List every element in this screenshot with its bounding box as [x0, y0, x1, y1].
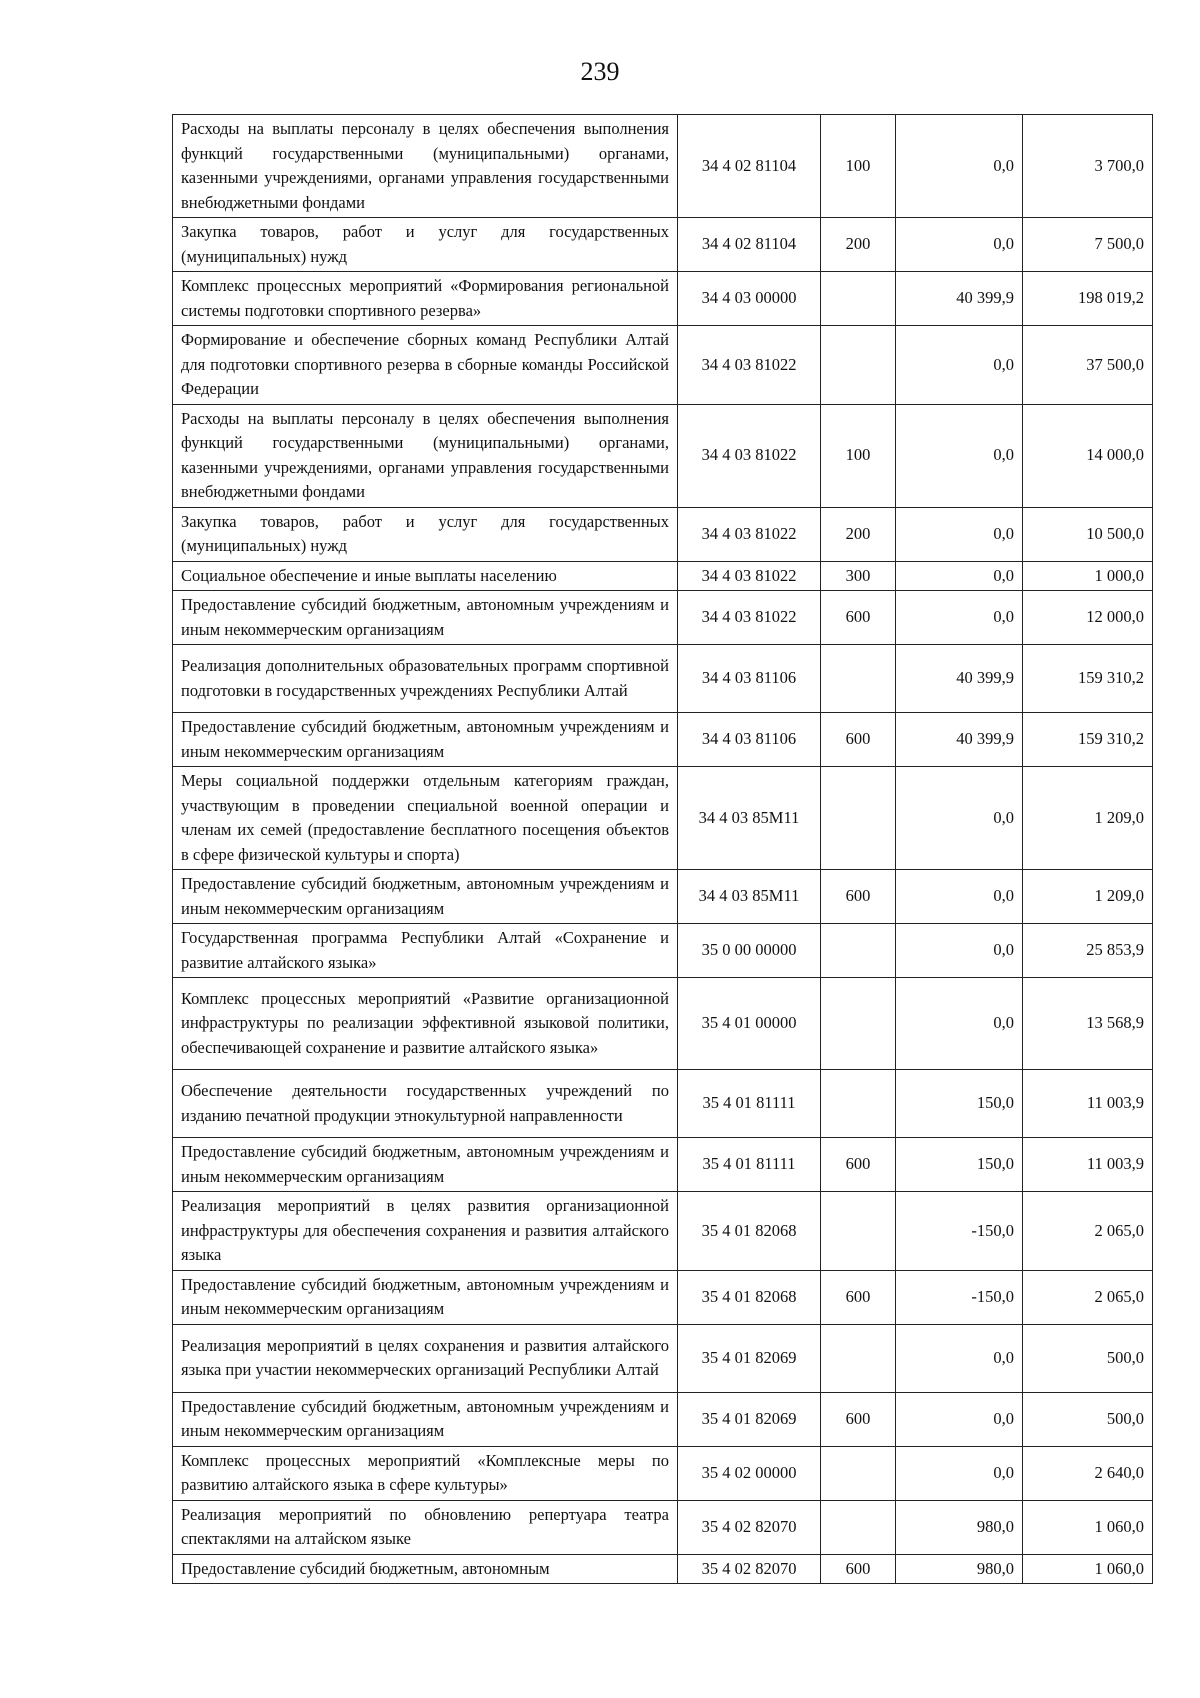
- row-value2-cell: 159 310,2: [1023, 713, 1153, 767]
- row-name-cell: Расходы на выплаты персоналу в целях обеспечения выполнения функций государственными (муниципальными) органами, казенными учреждениями, органами управления государственными внебюджетными фондами: [173, 404, 678, 507]
- row-value2-cell: 3 700,0: [1023, 115, 1153, 218]
- row-type-cell: [821, 645, 896, 713]
- row-value2-cell: 13 568,9: [1023, 978, 1153, 1070]
- row-value2-cell: 159 310,2: [1023, 645, 1153, 713]
- row-name-cell: Предоставление субсидий бюджетным, автономным учреждениям и иным некоммерческим организациям: [173, 713, 678, 767]
- table-row: [173, 870, 1153, 924]
- row-type-cell: 600: [821, 1554, 896, 1584]
- row-name-cell: Закупка товаров, работ и услуг для государственных (муниципальных) нужд: [173, 218, 678, 272]
- row-value1-cell: 150,0: [896, 1138, 1023, 1192]
- row-value1-cell: 0,0: [896, 924, 1023, 978]
- row-type-cell: [821, 326, 896, 405]
- row-value1-cell: 0,0: [896, 767, 1023, 870]
- row-type-cell: 600: [821, 591, 896, 645]
- row-type-cell: [821, 1192, 896, 1271]
- row-type-cell: [821, 1070, 896, 1138]
- row-value2-cell: 2 065,0: [1023, 1270, 1153, 1324]
- row-value1-cell: 40 399,9: [896, 272, 1023, 326]
- row-value1-cell: 980,0: [896, 1554, 1023, 1584]
- row-value1-cell: 0,0: [896, 115, 1023, 218]
- row-type-cell: 200: [821, 218, 896, 272]
- row-code-cell: 34 4 03 81022: [678, 507, 821, 561]
- row-name-cell: Предоставление субсидий бюджетным, автономным учреждениям и иным некоммерческим организациям: [173, 591, 678, 645]
- row-name-cell: Предоставление субсидий бюджетным, автономным учреждениям и иным некоммерческим организациям: [173, 1138, 678, 1192]
- row-value2-cell: 7 500,0: [1023, 218, 1153, 272]
- row-code-cell: 35 4 01 81111: [678, 1138, 821, 1192]
- row-code-cell: 35 4 01 82068: [678, 1270, 821, 1324]
- row-code-cell: 34 4 03 81022: [678, 404, 821, 507]
- row-code-cell: 34 4 03 81022: [678, 591, 821, 645]
- table-row: [173, 1500, 1153, 1554]
- row-value2-cell: 10 500,0: [1023, 507, 1153, 561]
- row-value1-cell: 0,0: [896, 1324, 1023, 1392]
- row-name-cell: Реализация мероприятий по обновлению репертуара театра спектаклями на алтайском языке: [173, 1500, 678, 1554]
- row-code-cell: 35 4 01 82069: [678, 1324, 821, 1392]
- row-value1-cell: 0,0: [896, 326, 1023, 405]
- row-code-cell: 35 4 01 00000: [678, 978, 821, 1070]
- row-name-cell: Социальное обеспечение и иные выплаты населению: [173, 561, 678, 591]
- row-value2-cell: 25 853,9: [1023, 924, 1153, 978]
- row-name-cell: Государственная программа Республики Алтай «Сохранение и развитие алтайского языка»: [173, 924, 678, 978]
- row-value1-cell: -150,0: [896, 1270, 1023, 1324]
- row-name-cell: Расходы на выплаты персоналу в целях обеспечения выполнения функций государственными (муниципальными) органами, казенными учреждениями, органами управления государственными внебюджетными фондами: [173, 115, 678, 218]
- row-name-cell: Закупка товаров, работ и услуг для государственных (муниципальных) нужд: [173, 507, 678, 561]
- row-name-cell: Реализация мероприятий в целях сохранения и развития алтайского языка при участии некоммерческих организаций Республики Алтай: [173, 1324, 678, 1392]
- row-code-cell: 34 4 03 81022: [678, 326, 821, 405]
- row-value2-cell: 1 209,0: [1023, 870, 1153, 924]
- row-type-cell: 600: [821, 1270, 896, 1324]
- row-value1-cell: 40 399,9: [896, 713, 1023, 767]
- row-value2-cell: 1 209,0: [1023, 767, 1153, 870]
- row-value1-cell: 0,0: [896, 561, 1023, 591]
- table-row: [173, 713, 1153, 767]
- row-name-cell: Предоставление субсидий бюджетным, автономным учреждениям и иным некоммерческим организациям: [173, 870, 678, 924]
- row-value1-cell: 0,0: [896, 591, 1023, 645]
- row-value2-cell: 12 000,0: [1023, 591, 1153, 645]
- row-value1-cell: 0,0: [896, 507, 1023, 561]
- table-row: [173, 115, 1153, 218]
- row-value2-cell: 11 003,9: [1023, 1070, 1153, 1138]
- table-row: [173, 272, 1153, 326]
- row-code-cell: 34 4 03 81106: [678, 713, 821, 767]
- row-code-cell: 34 4 02 81104: [678, 218, 821, 272]
- row-value1-cell: 40 399,9: [896, 645, 1023, 713]
- row-value1-cell: 0,0: [896, 404, 1023, 507]
- row-code-cell: 34 4 02 81104: [678, 115, 821, 218]
- row-code-cell: 35 4 02 82070: [678, 1554, 821, 1584]
- table-row: [173, 1192, 1153, 1271]
- row-value1-cell: 0,0: [896, 870, 1023, 924]
- row-type-cell: [821, 1324, 896, 1392]
- row-name-cell: Комплекс процессных мероприятий «Комплексные меры по развитию алтайского языка в сфере культуры»: [173, 1446, 678, 1500]
- table-row: [173, 326, 1153, 405]
- row-value2-cell: 37 500,0: [1023, 326, 1153, 405]
- row-code-cell: 35 4 01 81111: [678, 1070, 821, 1138]
- row-name-cell: Меры социальной поддержки отдельным категориям граждан, участвующим в проведении специальной военной операции и членам их семей (предоставление бесплатного посещения объектов в сфере физической культуры и спорта): [173, 767, 678, 870]
- row-type-cell: 600: [821, 1392, 896, 1446]
- table-row: [173, 767, 1153, 870]
- row-type-cell: [821, 978, 896, 1070]
- table-row: [173, 1392, 1153, 1446]
- table-row: [173, 978, 1153, 1070]
- table-row: [173, 1446, 1153, 1500]
- row-code-cell: 35 4 02 82070: [678, 1500, 821, 1554]
- row-value2-cell: 11 003,9: [1023, 1138, 1153, 1192]
- row-value2-cell: 14 000,0: [1023, 404, 1153, 507]
- row-value2-cell: 1 060,0: [1023, 1500, 1153, 1554]
- row-type-cell: 100: [821, 115, 896, 218]
- row-name-cell: Обеспечение деятельности государственных учреждений по изданию печатной продукции этнокультурной направленности: [173, 1070, 678, 1138]
- row-code-cell: 34 4 03 85М11: [678, 870, 821, 924]
- row-type-cell: 300: [821, 561, 896, 591]
- table-row: [173, 1554, 1153, 1584]
- row-value1-cell: 0,0: [896, 1446, 1023, 1500]
- row-code-cell: 34 4 03 85М11: [678, 767, 821, 870]
- page-number: 239: [580, 57, 620, 86]
- table-row: [173, 591, 1153, 645]
- row-type-cell: [821, 924, 896, 978]
- row-name-cell: Комплекс процессных мероприятий «Формирования региональной системы подготовки спортивного резерва»: [173, 272, 678, 326]
- row-value1-cell: 0,0: [896, 218, 1023, 272]
- row-code-cell: 35 0 00 00000: [678, 924, 821, 978]
- row-type-cell: [821, 1446, 896, 1500]
- row-type-cell: 600: [821, 713, 896, 767]
- row-value1-cell: -150,0: [896, 1192, 1023, 1271]
- row-value2-cell: 1 060,0: [1023, 1554, 1153, 1584]
- table-row: [173, 404, 1153, 507]
- row-value2-cell: 1 000,0: [1023, 561, 1153, 591]
- row-name-cell: Реализация дополнительных образовательных программ спортивной подготовки в государственных учреждениях Республики Алтай: [173, 645, 678, 713]
- row-code-cell: 35 4 01 82068: [678, 1192, 821, 1271]
- row-code-cell: 35 4 02 00000: [678, 1446, 821, 1500]
- table-row: [173, 1138, 1153, 1192]
- table-row: [173, 924, 1153, 978]
- row-code-cell: 34 4 03 81022: [678, 561, 821, 591]
- row-code-cell: 34 4 03 00000: [678, 272, 821, 326]
- row-value2-cell: 500,0: [1023, 1392, 1153, 1446]
- row-code-cell: 35 4 01 82069: [678, 1392, 821, 1446]
- table-row: [173, 1324, 1153, 1392]
- table-row: [173, 645, 1153, 713]
- row-name-cell: Формирование и обеспечение сборных команд Республики Алтай для подготовки спортивного резерва в сборные команды Российской Федерации: [173, 326, 678, 405]
- table-row: [173, 561, 1153, 591]
- row-value1-cell: 980,0: [896, 1500, 1023, 1554]
- row-name-cell: Предоставление субсидий бюджетным, автономным учреждениям и иным некоммерческим организациям: [173, 1392, 678, 1446]
- table-body: [173, 115, 1153, 1584]
- row-name-cell: Комплекс процессных мероприятий «Развитие организационной инфраструктуры по реализации эффективной языковой политики, обеспечивающей сохранение и развитие алтайского языка»: [173, 978, 678, 1070]
- row-value1-cell: 0,0: [896, 978, 1023, 1070]
- row-value1-cell: 150,0: [896, 1070, 1023, 1138]
- row-type-cell: 600: [821, 870, 896, 924]
- row-name-cell: Предоставление субсидий бюджетным, автономным учреждениям и иным некоммерческим организациям: [173, 1270, 678, 1324]
- row-value2-cell: 2 640,0: [1023, 1446, 1153, 1500]
- row-code-cell: 34 4 03 81106: [678, 645, 821, 713]
- table-row: [173, 507, 1153, 561]
- budget-table: [172, 114, 1153, 1584]
- row-type-cell: [821, 272, 896, 326]
- row-name-cell: Реализация мероприятий в целях развития организационной инфраструктуры для обеспечения сохранения и развития алтайского языка: [173, 1192, 678, 1271]
- row-value2-cell: 500,0: [1023, 1324, 1153, 1392]
- table-row: [173, 218, 1153, 272]
- row-type-cell: 200: [821, 507, 896, 561]
- row-type-cell: [821, 767, 896, 870]
- row-type-cell: 600: [821, 1138, 896, 1192]
- row-name-cell: Предоставление субсидий бюджетным, автономным: [173, 1554, 678, 1584]
- row-type-cell: [821, 1500, 896, 1554]
- row-value1-cell: 0,0: [896, 1392, 1023, 1446]
- row-type-cell: 100: [821, 404, 896, 507]
- table-row: [173, 1070, 1153, 1138]
- table-row: [173, 1270, 1153, 1324]
- row-value2-cell: 2 065,0: [1023, 1192, 1153, 1271]
- row-value2-cell: 198 019,2: [1023, 272, 1153, 326]
